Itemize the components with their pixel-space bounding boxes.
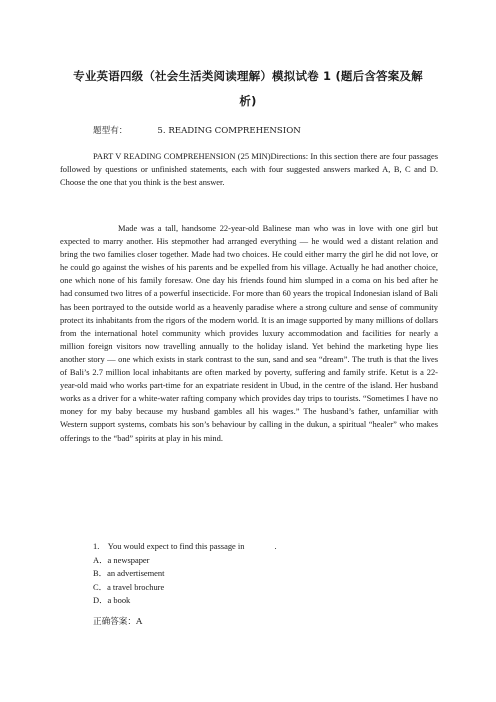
option-d-letter: D． — [93, 595, 108, 606]
option-d[interactable] — [93, 594, 277, 608]
option-b-text: an advertisement — [107, 568, 165, 579]
question-stem-end: . — [274, 541, 277, 551]
question-stem-text: You would expect to find this passage in — [107, 541, 245, 551]
option-d-text: a book — [107, 595, 131, 606]
question-type-label: 题型有： — [93, 126, 128, 136]
question-number: 1. — [93, 541, 100, 551]
page-title — [60, 64, 436, 114]
option-a-letter: A． — [93, 554, 108, 565]
option-b-letter: B． — [93, 568, 108, 579]
question-type-value: 5. READING COMPREHENSION — [157, 126, 301, 136]
question-block — [93, 540, 277, 608]
question-type-line — [93, 124, 301, 136]
option-c-text: a travel brochure — [107, 581, 165, 592]
title-line-2: 析) — [239, 94, 257, 108]
question-stem — [93, 540, 277, 554]
passage-paragraph: Made was a tall, handsome 22-year-old Balinese man who was in love with one girl but expected to marry another. His stepmother had arranged everything — he would wed a distant relation and bring the two families closer together. Made had two choices. He could either marry the girl he did not love, or he could go against the wishes of his parents and be expelled from his village. Actually he had another choice, one which none of his family foresaw. One day his friends found him slumped in a coma on his bed after he had consumed two litres of a powerful insecticide. For more than 60 years the tropical Indonesian island of Bali has been portrayed to the outside world as a heavenly paradise where a strong culture and sense of community protect its inhabitants from the rigors of the modern world. It is an image supported by many millions of dollars from the international hotel community which provides luxury accommodation and facilities for nearly a million foreign visitors now travelling annually to the holiday island. Yet behind the marketing hype lies another story — one which exists in stark contrast to the sun, sand and sea “dream”. The truth is that the lives of Bali’s 2.7 million local inhabitants are often marked by poverty, suffering and family strife. Ketut is a 22-year-old maid who works part-time for an expatriate resident in Ubud, in the centre of the island. Her husband works as a driver for a white-water rafting company which provides day trips to tourists. “Sometimes I have no money for my baby because my husband gambles all his wages.” The husband’s father, unfamiliar with Western support systems, combats his son’s behaviour by calling in the dukun, a spiritual “healer” who makes offerings to the “bad” spirits at play in his mind. — [60, 223, 438, 443]
title-line-1: 专业英语四级（社会生活类阅读理解）模拟试卷 1 (题后含答案及解 — [73, 69, 423, 83]
correct-answer-value: A — [135, 617, 143, 627]
option-a-text: a newspaper — [107, 554, 150, 565]
option-c[interactable] — [93, 581, 277, 595]
option-a[interactable] — [93, 554, 277, 568]
correct-answer-label: 正确答案： — [93, 617, 136, 627]
option-b[interactable] — [93, 567, 277, 581]
directions-paragraph: PART V READING COMPREHENSION (25 MIN)Directions: In this section there are four passages followed by questions or unfinished statements, each with four suggested answers marked A, B, C and D. Choose the one that you think is the best answer. — [60, 151, 438, 188]
correct-answer-line — [93, 615, 142, 627]
option-c-letter: C． — [93, 581, 108, 592]
